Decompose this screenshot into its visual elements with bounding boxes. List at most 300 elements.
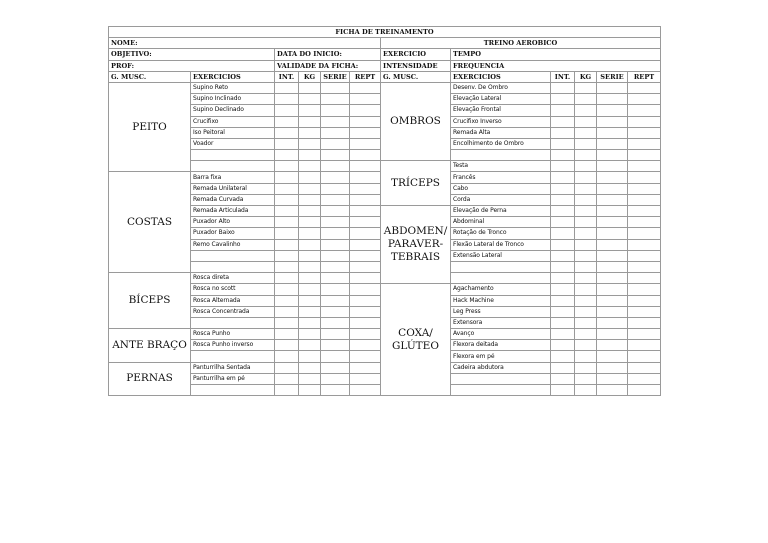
- left-int-cell[interactable]: [275, 183, 299, 194]
- right-rept-cell[interactable]: [628, 82, 661, 93]
- right-rept-cell[interactable]: [628, 194, 661, 205]
- right-exercise-name: Encolhimento de Ombro: [451, 138, 551, 149]
- left-int-cell[interactable]: [275, 351, 299, 362]
- right-int-cell[interactable]: [551, 261, 575, 272]
- col-serie-right: SERIE: [597, 71, 628, 82]
- right-serie-cell[interactable]: [597, 306, 628, 317]
- right-kg-cell[interactable]: [575, 295, 597, 306]
- right-kg-cell[interactable]: [575, 373, 597, 384]
- right-rept-cell[interactable]: [628, 295, 661, 306]
- left-int-cell[interactable]: [275, 373, 299, 384]
- left-muscle-group-label: BÍCEPS: [109, 273, 191, 329]
- left-exercise-name: Remada Articulada: [191, 206, 275, 217]
- right-exercise-name: Flexão Lateral de Tronco: [451, 239, 551, 250]
- left-exercise-name: Rosca Alternada: [191, 295, 275, 306]
- left-int-cell[interactable]: [275, 228, 299, 239]
- left-serie-cell[interactable]: [321, 194, 350, 205]
- left-int-cell[interactable]: [275, 362, 299, 373]
- right-rept-cell[interactable]: [628, 250, 661, 261]
- right-rept-cell[interactable]: [628, 373, 661, 384]
- left-int-cell[interactable]: [275, 250, 299, 261]
- left-int-cell[interactable]: [275, 385, 299, 396]
- left-rept-cell[interactable]: [350, 306, 381, 317]
- left-int-cell[interactable]: [275, 340, 299, 351]
- right-exercise-name: Abdominal: [451, 217, 551, 228]
- left-exercise-name: Rosca no scott: [191, 284, 275, 295]
- right-kg-cell[interactable]: [575, 351, 597, 362]
- left-serie-cell[interactable]: [321, 351, 350, 362]
- left-rept-cell[interactable]: [350, 94, 381, 105]
- right-kg-cell[interactable]: [575, 127, 597, 138]
- right-rept-cell[interactable]: [628, 306, 661, 317]
- left-serie-cell[interactable]: [321, 94, 350, 105]
- left-int-cell[interactable]: [275, 295, 299, 306]
- left-rept-cell[interactable]: [350, 340, 381, 351]
- right-exercise-name: Testa: [451, 161, 551, 172]
- left-kg-cell[interactable]: [299, 351, 321, 362]
- left-int-cell[interactable]: [275, 138, 299, 149]
- left-kg-cell[interactable]: [299, 161, 321, 172]
- left-rept-cell[interactable]: [350, 362, 381, 373]
- right-muscle-group-label: TRÍCEPS: [381, 161, 451, 206]
- right-int-cell[interactable]: [551, 217, 575, 228]
- left-serie-cell[interactable]: [321, 250, 350, 261]
- left-rept-cell[interactable]: [350, 194, 381, 205]
- left-int-cell[interactable]: [275, 284, 299, 295]
- right-exercise-name: Leg Press: [451, 306, 551, 317]
- left-int-cell[interactable]: [275, 329, 299, 340]
- left-serie-cell[interactable]: [321, 161, 350, 172]
- left-exercise-name: Supino Reto: [191, 82, 275, 93]
- left-kg-cell[interactable]: [299, 284, 321, 295]
- left-kg-cell[interactable]: [299, 273, 321, 284]
- right-serie-cell[interactable]: [597, 228, 628, 239]
- left-int-cell[interactable]: [275, 206, 299, 217]
- right-serie-cell[interactable]: [597, 116, 628, 127]
- right-serie-cell[interactable]: [597, 261, 628, 272]
- right-kg-cell[interactable]: [575, 94, 597, 105]
- left-exercise-name: Rosca Punho inverso: [191, 340, 275, 351]
- left-kg-cell[interactable]: [299, 317, 321, 328]
- right-int-cell[interactable]: [551, 183, 575, 194]
- right-int-cell[interactable]: [551, 385, 575, 396]
- sheet-title: FICHA DE TREINAMENTO: [109, 27, 661, 38]
- right-rept-cell[interactable]: [628, 261, 661, 272]
- left-kg-cell[interactable]: [299, 194, 321, 205]
- right-serie-cell[interactable]: [597, 127, 628, 138]
- right-kg-cell[interactable]: [575, 138, 597, 149]
- left-kg-cell[interactable]: [299, 261, 321, 272]
- left-int-cell[interactable]: [275, 273, 299, 284]
- right-serie-cell[interactable]: [597, 373, 628, 384]
- left-serie-cell[interactable]: [321, 261, 350, 272]
- right-int-cell[interactable]: [551, 94, 575, 105]
- left-kg-cell[interactable]: [299, 172, 321, 183]
- col-serie: SERIE: [321, 71, 350, 82]
- right-kg-cell[interactable]: [575, 206, 597, 217]
- right-serie-cell[interactable]: [597, 194, 628, 205]
- left-int-cell[interactable]: [275, 261, 299, 272]
- right-exercise-name: Hack Machine: [451, 295, 551, 306]
- right-serie-cell[interactable]: [597, 273, 628, 284]
- right-kg-cell[interactable]: [575, 105, 597, 116]
- right-kg-cell[interactable]: [575, 273, 597, 284]
- right-rept-cell[interactable]: [628, 172, 661, 183]
- aerobic-time-label: TEMPO: [451, 49, 661, 60]
- left-rept-cell[interactable]: [350, 161, 381, 172]
- left-rept-cell[interactable]: [350, 351, 381, 362]
- right-serie-cell[interactable]: [597, 340, 628, 351]
- right-rept-cell[interactable]: [628, 150, 661, 161]
- left-exercise-name: Puxador Baixo: [191, 228, 275, 239]
- right-serie-cell[interactable]: [597, 217, 628, 228]
- left-rept-cell[interactable]: [350, 82, 381, 93]
- right-int-cell[interactable]: [551, 329, 575, 340]
- left-muscle-group-label: ANTE BRAÇO: [109, 329, 191, 363]
- right-kg-cell[interactable]: [575, 172, 597, 183]
- right-kg-cell[interactable]: [575, 217, 597, 228]
- left-kg-cell[interactable]: [299, 385, 321, 396]
- right-kg-cell[interactable]: [575, 340, 597, 351]
- exercise-row: [109, 82, 661, 93]
- right-kg-cell[interactable]: [575, 228, 597, 239]
- left-serie-cell[interactable]: [321, 228, 350, 239]
- left-exercise-name: [191, 150, 275, 161]
- right-kg-cell[interactable]: [575, 116, 597, 127]
- right-serie-cell[interactable]: [597, 94, 628, 105]
- right-rept-cell[interactable]: [628, 340, 661, 351]
- right-muscle-group-label: OMBROS: [381, 82, 451, 160]
- col-int: INT.: [275, 71, 299, 82]
- left-rept-cell[interactable]: [350, 329, 381, 340]
- right-serie-cell[interactable]: [597, 105, 628, 116]
- objective-field[interactable]: OBJETIVO:: [109, 49, 275, 60]
- right-int-cell[interactable]: [551, 284, 575, 295]
- left-muscle-group-label: PERNAS: [109, 362, 191, 396]
- left-serie-cell[interactable]: [321, 317, 350, 328]
- right-exercise-name: Desenv. De Ombro: [451, 82, 551, 93]
- right-int-cell[interactable]: [551, 206, 575, 217]
- left-exercise-name: Rosca Concentrada: [191, 306, 275, 317]
- right-int-cell[interactable]: [551, 362, 575, 373]
- right-rept-cell[interactable]: [628, 94, 661, 105]
- left-serie-cell[interactable]: [321, 105, 350, 116]
- left-rept-cell[interactable]: [350, 206, 381, 217]
- left-serie-cell[interactable]: [321, 138, 350, 149]
- right-kg-cell[interactable]: [575, 385, 597, 396]
- left-exercise-name: Puxador Alto: [191, 217, 275, 228]
- right-serie-cell[interactable]: [597, 183, 628, 194]
- right-rept-cell[interactable]: [628, 273, 661, 284]
- right-exercise-name: Elevação Frontal: [451, 105, 551, 116]
- left-serie-cell[interactable]: [321, 172, 350, 183]
- right-int-cell[interactable]: [551, 150, 575, 161]
- right-exercise-name: [451, 273, 551, 284]
- right-serie-cell[interactable]: [597, 362, 628, 373]
- left-int-cell[interactable]: [275, 172, 299, 183]
- right-muscle-group-label: COXA/ GLÚTEO: [381, 284, 451, 396]
- left-rept-cell[interactable]: [350, 250, 381, 261]
- left-exercise-name: Iso Peitoral: [191, 127, 275, 138]
- left-rept-cell[interactable]: [350, 138, 381, 149]
- left-rept-cell[interactable]: [350, 183, 381, 194]
- right-rept-cell[interactable]: [628, 228, 661, 239]
- right-kg-cell[interactable]: [575, 284, 597, 295]
- right-exercise-name: Remada Alta: [451, 127, 551, 138]
- right-rept-cell[interactable]: [628, 362, 661, 373]
- right-exercise-name: Extensora: [451, 317, 551, 328]
- col-exercicios: EXERCICIOS: [191, 71, 275, 82]
- left-muscle-group-label: COSTAS: [109, 172, 191, 273]
- col-kg: KG: [299, 71, 321, 82]
- right-rept-cell[interactable]: [628, 206, 661, 217]
- right-kg-cell[interactable]: [575, 183, 597, 194]
- right-int-cell[interactable]: [551, 306, 575, 317]
- left-exercise-name: Remo Cavalinho: [191, 239, 275, 250]
- left-kg-cell[interactable]: [299, 127, 321, 138]
- left-kg-cell[interactable]: [299, 150, 321, 161]
- left-kg-cell[interactable]: [299, 183, 321, 194]
- exercise-row: [109, 206, 661, 217]
- left-int-cell[interactable]: [275, 217, 299, 228]
- left-int-cell[interactable]: [275, 194, 299, 205]
- left-kg-cell[interactable]: [299, 239, 321, 250]
- exercise-row: [109, 284, 661, 295]
- left-serie-cell[interactable]: [321, 385, 350, 396]
- right-kg-cell[interactable]: [575, 82, 597, 93]
- start-date-field[interactable]: DATA DO INICIO:: [275, 49, 381, 60]
- left-rept-cell[interactable]: [350, 373, 381, 384]
- right-kg-cell[interactable]: [575, 239, 597, 250]
- right-int-cell[interactable]: [551, 116, 575, 127]
- left-exercise-name: Panturrilha em pé: [191, 373, 275, 384]
- left-int-cell[interactable]: [275, 116, 299, 127]
- right-exercise-name: Extensão Lateral: [451, 250, 551, 261]
- left-rept-cell[interactable]: [350, 127, 381, 138]
- left-kg-cell[interactable]: [299, 217, 321, 228]
- right-serie-cell[interactable]: [597, 329, 628, 340]
- left-exercise-name: Supino Declinado: [191, 105, 275, 116]
- left-int-cell[interactable]: [275, 161, 299, 172]
- left-serie-cell[interactable]: [321, 273, 350, 284]
- right-kg-cell[interactable]: [575, 250, 597, 261]
- left-exercise-name: Rosca direta: [191, 273, 275, 284]
- right-exercise-name: [451, 385, 551, 396]
- right-rept-cell[interactable]: [628, 116, 661, 127]
- left-serie-cell[interactable]: [321, 329, 350, 340]
- right-rept-cell[interactable]: [628, 329, 661, 340]
- right-int-cell[interactable]: [551, 172, 575, 183]
- right-rept-cell[interactable]: [628, 385, 661, 396]
- left-int-cell[interactable]: [275, 317, 299, 328]
- left-int-cell[interactable]: [275, 150, 299, 161]
- left-kg-cell[interactable]: [299, 362, 321, 373]
- col-g-musc-right: G. MUSC.: [381, 71, 451, 82]
- right-serie-cell[interactable]: [597, 239, 628, 250]
- right-exercise-name: [451, 373, 551, 384]
- left-rept-cell[interactable]: [350, 261, 381, 272]
- right-serie-cell[interactable]: [597, 206, 628, 217]
- left-exercise-name: [191, 351, 275, 362]
- left-rept-cell[interactable]: [350, 284, 381, 295]
- validity-field[interactable]: VALIDADE DA FICHA:: [275, 60, 381, 71]
- right-rept-cell[interactable]: [628, 351, 661, 362]
- left-rept-cell[interactable]: [350, 217, 381, 228]
- right-exercise-name: Corda: [451, 194, 551, 205]
- left-serie-cell[interactable]: [321, 116, 350, 127]
- left-rept-cell[interactable]: [350, 385, 381, 396]
- right-int-cell[interactable]: [551, 317, 575, 328]
- right-int-cell[interactable]: [551, 351, 575, 362]
- right-rept-cell[interactable]: [628, 161, 661, 172]
- left-serie-cell[interactable]: [321, 295, 350, 306]
- left-serie-cell[interactable]: [321, 127, 350, 138]
- right-rept-cell[interactable]: [628, 138, 661, 149]
- left-kg-cell[interactable]: [299, 82, 321, 93]
- left-kg-cell[interactable]: [299, 105, 321, 116]
- right-int-cell[interactable]: [551, 127, 575, 138]
- right-exercise-name: Crucifixo Inverso: [451, 116, 551, 127]
- left-serie-cell[interactable]: [321, 217, 350, 228]
- left-int-cell[interactable]: [275, 105, 299, 116]
- left-exercise-name: [191, 161, 275, 172]
- right-exercise-name: Elevação de Perna: [451, 206, 551, 217]
- left-rept-cell[interactable]: [350, 239, 381, 250]
- right-serie-cell[interactable]: [597, 172, 628, 183]
- aerobic-title: TREINO AEROBICO: [381, 38, 661, 49]
- left-int-cell[interactable]: [275, 306, 299, 317]
- right-exercise-name: [451, 150, 551, 161]
- right-int-cell[interactable]: [551, 82, 575, 93]
- right-serie-cell[interactable]: [597, 161, 628, 172]
- right-int-cell[interactable]: [551, 340, 575, 351]
- left-kg-cell[interactable]: [299, 295, 321, 306]
- left-rept-cell[interactable]: [350, 228, 381, 239]
- left-int-cell[interactable]: [275, 127, 299, 138]
- right-kg-cell[interactable]: [575, 317, 597, 328]
- right-serie-cell[interactable]: [597, 250, 628, 261]
- left-kg-cell[interactable]: [299, 206, 321, 217]
- right-int-cell[interactable]: [551, 250, 575, 261]
- left-exercise-name: [191, 385, 275, 396]
- right-rept-cell[interactable]: [628, 105, 661, 116]
- prof-field[interactable]: PROF:: [109, 60, 275, 71]
- right-int-cell[interactable]: [551, 228, 575, 239]
- left-rept-cell[interactable]: [350, 105, 381, 116]
- right-serie-cell[interactable]: [597, 351, 628, 362]
- left-kg-cell[interactable]: [299, 116, 321, 127]
- left-exercise-name: Supino Inclinado: [191, 94, 275, 105]
- left-serie-cell[interactable]: [321, 82, 350, 93]
- left-serie-cell[interactable]: [321, 284, 350, 295]
- right-serie-cell[interactable]: [597, 150, 628, 161]
- left-exercise-name: [191, 250, 275, 261]
- name-field[interactable]: NOME:: [109, 38, 381, 49]
- right-exercise-name: Flexora deitada: [451, 340, 551, 351]
- left-kg-cell[interactable]: [299, 138, 321, 149]
- right-rept-cell[interactable]: [628, 284, 661, 295]
- left-serie-cell[interactable]: [321, 239, 350, 250]
- left-rept-cell[interactable]: [350, 172, 381, 183]
- right-exercise-name: Elevação Lateral: [451, 94, 551, 105]
- right-int-cell[interactable]: [551, 295, 575, 306]
- right-muscle-group-label: ABDOMEN/ PARAVER-TEBRAIS: [381, 206, 451, 284]
- right-kg-cell[interactable]: [575, 150, 597, 161]
- left-int-cell[interactable]: [275, 94, 299, 105]
- left-kg-cell[interactable]: [299, 306, 321, 317]
- left-kg-cell[interactable]: [299, 250, 321, 261]
- right-kg-cell[interactable]: [575, 261, 597, 272]
- right-exercise-name: Flexora em pé: [451, 351, 551, 362]
- left-kg-cell[interactable]: [299, 94, 321, 105]
- right-rept-cell[interactable]: [628, 217, 661, 228]
- left-rept-cell[interactable]: [350, 317, 381, 328]
- left-rept-cell[interactable]: [350, 295, 381, 306]
- left-serie-cell[interactable]: [321, 306, 350, 317]
- left-int-cell[interactable]: [275, 239, 299, 250]
- left-muscle-group-label: PEITO: [109, 82, 191, 172]
- right-exercise-name: Agachamento: [451, 284, 551, 295]
- right-kg-cell[interactable]: [575, 194, 597, 205]
- right-serie-cell[interactable]: [597, 385, 628, 396]
- right-exercise-name: Avanço: [451, 329, 551, 340]
- left-serie-cell[interactable]: [321, 183, 350, 194]
- right-int-cell[interactable]: [551, 239, 575, 250]
- right-int-cell[interactable]: [551, 105, 575, 116]
- right-int-cell[interactable]: [551, 194, 575, 205]
- col-rept-right: REPT: [628, 71, 661, 82]
- left-exercise-name: Barra fixa: [191, 172, 275, 183]
- left-int-cell[interactable]: [275, 82, 299, 93]
- col-g-musc: G. MUSC.: [109, 71, 191, 82]
- left-kg-cell[interactable]: [299, 373, 321, 384]
- right-serie-cell[interactable]: [597, 82, 628, 93]
- right-exercise-name: Cadeira abdutora: [451, 362, 551, 373]
- right-kg-cell[interactable]: [575, 306, 597, 317]
- left-kg-cell[interactable]: [299, 329, 321, 340]
- right-rept-cell[interactable]: [628, 239, 661, 250]
- right-rept-cell[interactable]: [628, 127, 661, 138]
- right-exercise-name: Francês: [451, 172, 551, 183]
- left-rept-cell[interactable]: [350, 150, 381, 161]
- left-kg-cell[interactable]: [299, 340, 321, 351]
- left-serie-cell[interactable]: [321, 373, 350, 384]
- left-serie-cell[interactable]: [321, 150, 350, 161]
- right-exercise-name: Rotação de Tronco: [451, 228, 551, 239]
- right-serie-cell[interactable]: [597, 295, 628, 306]
- left-serie-cell[interactable]: [321, 362, 350, 373]
- right-int-cell[interactable]: [551, 161, 575, 172]
- right-int-cell[interactable]: [551, 373, 575, 384]
- right-rept-cell[interactable]: [628, 317, 661, 328]
- left-serie-cell[interactable]: [321, 340, 350, 351]
- left-kg-cell[interactable]: [299, 228, 321, 239]
- right-kg-cell[interactable]: [575, 161, 597, 172]
- right-exercise-name: [451, 261, 551, 272]
- left-serie-cell[interactable]: [321, 206, 350, 217]
- right-rept-cell[interactable]: [628, 183, 661, 194]
- right-serie-cell[interactable]: [597, 138, 628, 149]
- exercise-row: [109, 161, 661, 172]
- right-kg-cell[interactable]: [575, 329, 597, 340]
- right-int-cell[interactable]: [551, 273, 575, 284]
- left-rept-cell[interactable]: [350, 116, 381, 127]
- left-rept-cell[interactable]: [350, 273, 381, 284]
- right-int-cell[interactable]: [551, 138, 575, 149]
- right-serie-cell[interactable]: [597, 284, 628, 295]
- right-serie-cell[interactable]: [597, 317, 628, 328]
- right-kg-cell[interactable]: [575, 362, 597, 373]
